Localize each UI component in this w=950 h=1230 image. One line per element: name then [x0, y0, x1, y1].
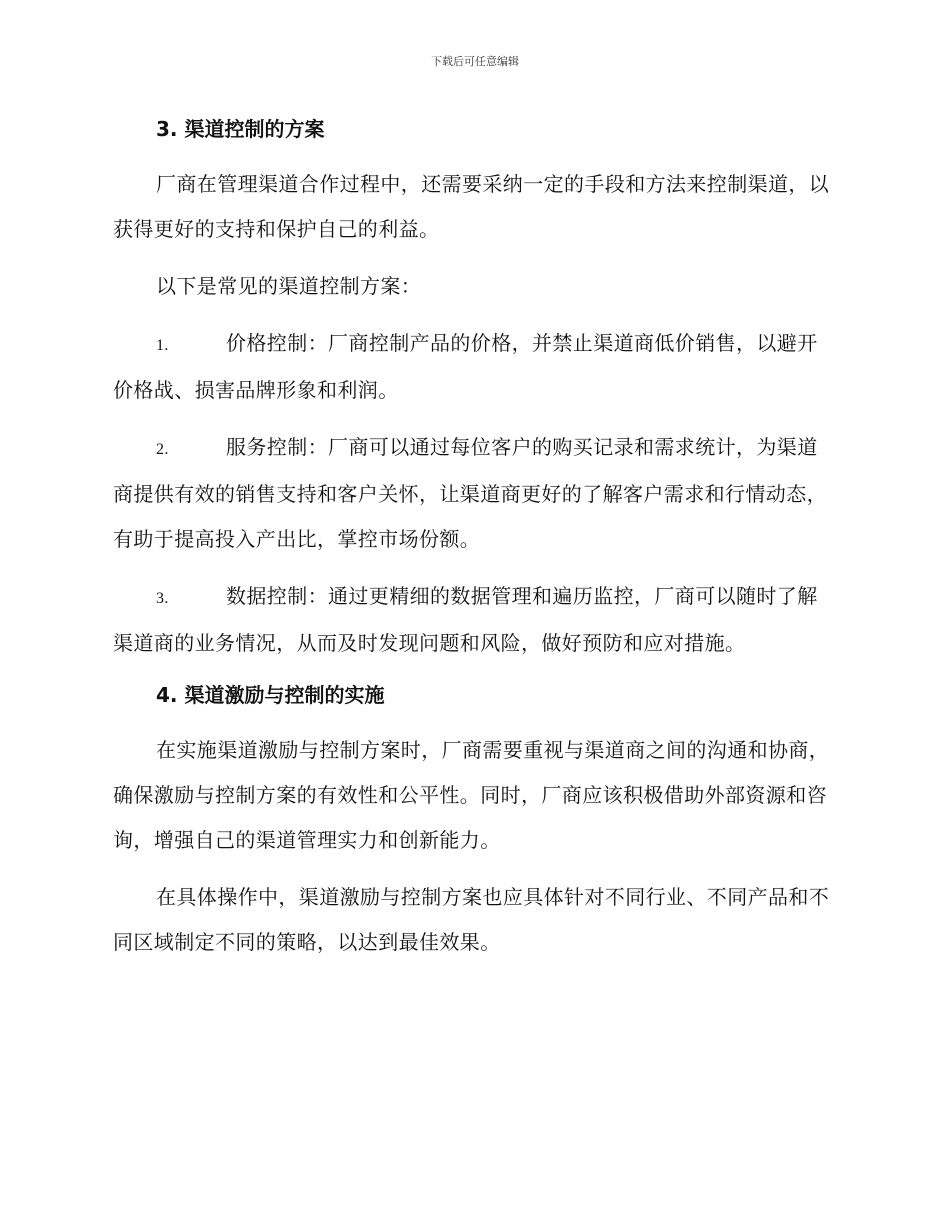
list-number: 2. — [156, 441, 169, 458]
list-item-price-control — [113, 321, 833, 413]
page-header-note: 下载后可任意编辑 — [431, 55, 519, 68]
list-number: 1. — [156, 337, 169, 354]
list-item-text: 数据控制：通过更精细的数据管理和遍历监控，厂商可以随时了解渠道商的业务情况，从而及时发现问题和风险，做好预防和应对措施。 — [113, 584, 818, 655]
section-3-heading: 3. 渠道控制的方案 — [156, 117, 325, 141]
section-4-paragraph-1: 在实施渠道激励与控制方案时，厂商需要重视与渠道商之间的沟通和协商，确保激励与控制方案的有效性和公平性。同时，厂商应该积极借助外部资源和咨询，增强自己的渠道管理实力和创新能力。 — [113, 738, 830, 852]
section-4-heading: 4. 渠道激励与控制的实施 — [156, 683, 385, 707]
section-3-lead-paragraph: 以下是常见的渠道控制方案： — [156, 274, 422, 298]
section-4-paragraph-2: 在具体操作中，渠道激励与控制方案也应具体针对不同行业、不同产品和不同区域制定不同的策略，以达到最佳效果。 — [113, 885, 830, 954]
list-number: 3. — [156, 590, 169, 607]
section-3-intro-paragraph: 厂商在管理渠道合作过程中，还需要采纳一定的手段和方法来控制渠道，以获得更好的支持和保护自己的利益。 — [113, 172, 830, 241]
list-item-data-control — [113, 574, 833, 666]
list-item-text: 价格控制：厂商控制产品的价格，并禁止渠道商低价销售，以避开价格战、损害品牌形象和利润。 — [113, 331, 818, 402]
list-item-service-control — [113, 425, 833, 562]
list-item-text: 服务控制：厂商可以通过每位客户的购买记录和需求统计，为渠道商提供有效的销售支持和客户关怀，让渠道商更好的了解客户需求和行情动态，有助于提高投入产出比，掌控市场份额。 — [113, 435, 827, 551]
document-body — [113, 112, 833, 977]
